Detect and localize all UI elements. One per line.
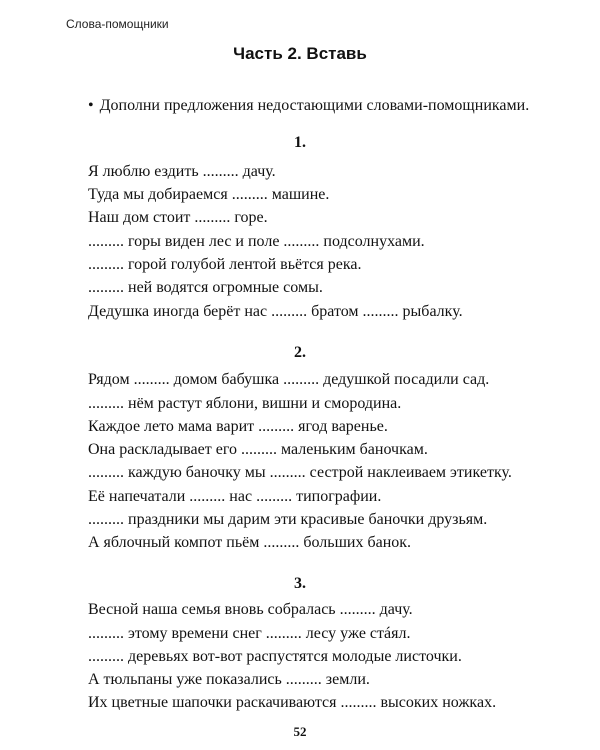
- running-header: Слова-помощники: [66, 17, 169, 31]
- exercise-line: А тюльпаны уже показались ......... земли.: [88, 671, 370, 688]
- exercise-line: Я люблю ездить ......... дачу.: [88, 163, 276, 180]
- exercise-line: Дедушка иногда берёт нас ......... братом ......... рыбалку.: [88, 303, 463, 320]
- exercise-line: Весной наша семья вновь собралась ......... дачу.: [88, 601, 413, 618]
- exercise-line: ......... деревьях вот-вот распустятся молодые листочки.: [88, 648, 462, 665]
- page-number: 52: [293, 724, 307, 739]
- section-2-number: 2.: [294, 344, 306, 361]
- exercise-line: ......... горой голубой лентой вьётся река.: [88, 256, 362, 273]
- exercise-line: Рядом ......... домом бабушка ......... дедушкой посадили сад.: [88, 371, 490, 388]
- section-1-number: 1.: [294, 134, 306, 151]
- instruction-text: Дополни предложения недостающими словами-помощниками.: [99, 97, 530, 114]
- section-3-number: 3.: [294, 575, 306, 592]
- exercise-line: Наш дом стоит ......... горе.: [88, 209, 268, 226]
- exercise-line: Она раскладывает его ......... маленьким баночкам.: [88, 441, 428, 458]
- exercise-line: ......... каждую баночку мы ......... сестрой наклеиваем этикетку.: [88, 464, 512, 481]
- exercise-line: ......... ней водятся огромные сомы.: [88, 279, 323, 296]
- exercise-line: Каждое лето мама варит ......... ягод варенье.: [88, 418, 388, 435]
- page-title: Часть 2. Вставь: [233, 44, 367, 63]
- instruction: [88, 97, 529, 115]
- exercise-line: ......... нём растут яблони, вишни и смородина.: [88, 395, 402, 412]
- exercise-line: Их цветные шапочки раскачиваются ......... высоких ножках.: [88, 694, 497, 711]
- bullet-icon: •: [88, 97, 94, 114]
- exercise-line: Её напечатали ......... нас ......... типографии.: [88, 488, 382, 505]
- exercise-line: Туда мы добираемся ......... машине.: [88, 186, 330, 203]
- exercise-line: А яблочный компот пьём ......... больших банок.: [88, 534, 412, 551]
- exercise-line: ......... праздники мы дарим эти красивые баночки друзьям.: [88, 511, 488, 528]
- exercise-line: ......... горы виден лес и поле ......... подсолнухами.: [88, 233, 425, 250]
- exercise-line: ......... этому времени снег ......... лесу уже стáял.: [88, 625, 411, 642]
